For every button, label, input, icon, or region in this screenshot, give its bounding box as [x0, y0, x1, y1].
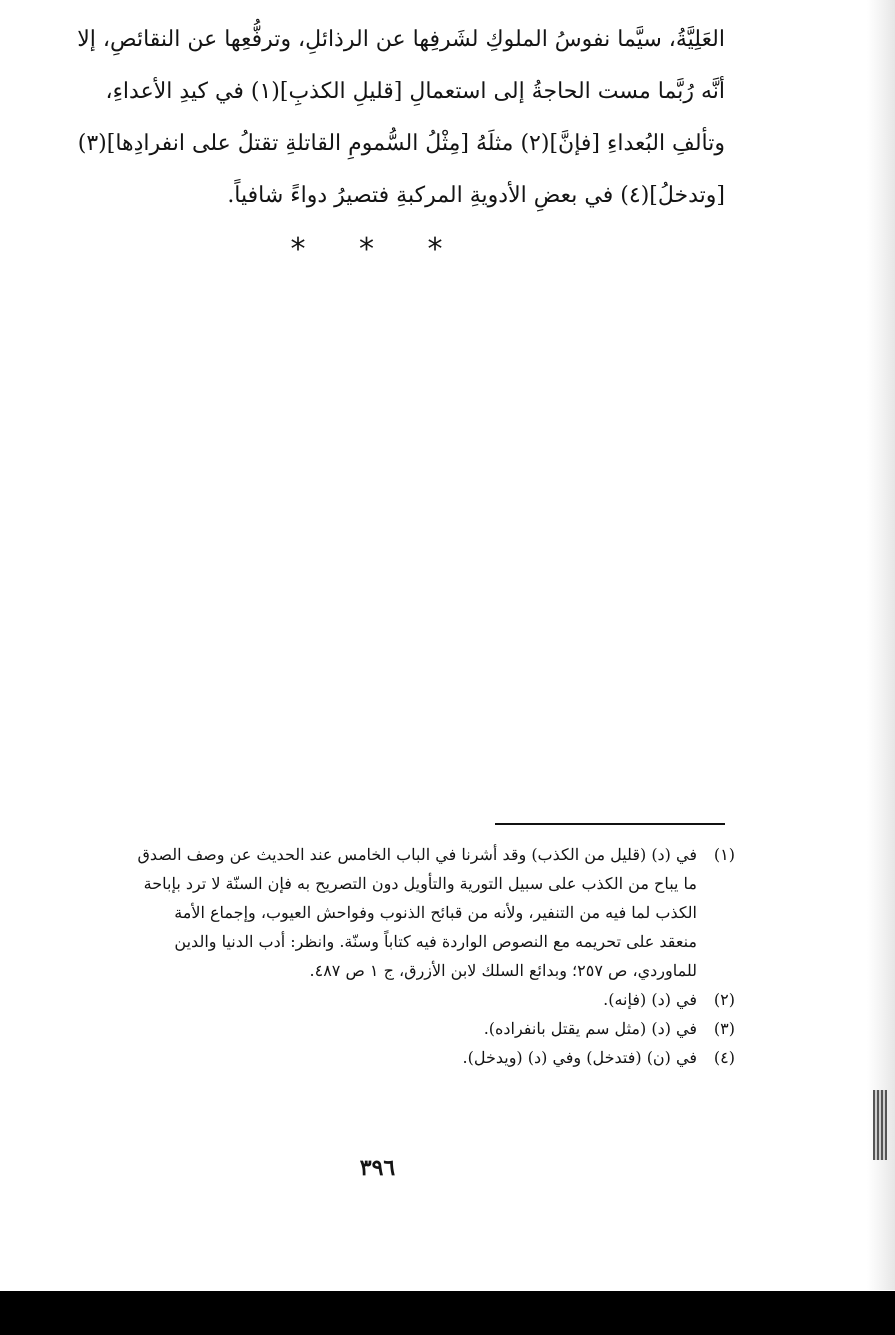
footnote-line: منعقد على تحريمه مع النصوص الواردة فيه كتاباً وسنّة. وانظر: أدب الدنيا والدين — [174, 932, 697, 951]
footnotes-list — [25, 840, 735, 1072]
footnote-number: (٢) — [713, 990, 735, 1009]
footnote-2 — [25, 985, 735, 1014]
footnote-line — [25, 1014, 735, 1043]
footnote-text: في (د) (مثل سم يقتل بانفراده). — [483, 1019, 697, 1038]
main-text-line: وتألفِ البُعداءِ [فإنَّ](٢) مثلَهُ [مِثْلُ السُّمومِ القاتلةِ تقتلُ على انفرادِها](٣) — [77, 131, 725, 156]
scan-bottom-border — [0, 1291, 895, 1335]
footnote-line — [25, 840, 735, 869]
footnote-text: في (د) (فإنه). — [603, 990, 697, 1009]
footnote-line: ما يباح من الكذب على سبيل التورية والتأويل دون التصريح به فإن السنّة لا ترد بإباحة — [143, 874, 697, 893]
footnote-line: الكذب لما فيه من التنفير، ولأنه من قبائح الذنوب وفواحش العيوب، وإجماع الأمة — [174, 903, 697, 922]
footnote-text: في (ن) (فتدخل) وفي (د) (ويدخل). — [462, 1048, 697, 1067]
main-text-line: العَلِيَّةُ، سيَّما نفوسُ الملوكِ لشَرفِها عن الرذائلِ، وترفُّعِها عن النقائصِ، إلا — [77, 27, 725, 52]
main-text-line: [وتدخلُ](٤) في بعضِ الأدويةِ المركبةِ فتصيرُ دواءً شافياً. — [227, 183, 725, 208]
footnote-line: للماوردي، ص ٢٥٧؛ وبدائع السلك لابن الأزرق، ج ١ ص ٤٨٧. — [309, 961, 697, 980]
footnote-number: (٤) — [713, 1048, 735, 1067]
section-separator: * * * — [290, 232, 465, 267]
footnote-number: (٣) — [713, 1019, 735, 1038]
footnote-text: في (د) (قليل من الكذب) وقد أشرنا في الباب الخامس عند الحديث عن وصف الصدق — [137, 845, 697, 864]
footnote-number: (١) — [713, 845, 735, 864]
footnote-3 — [25, 1014, 735, 1043]
footnote-line — [25, 1043, 735, 1072]
main-text-line: أنَّه رُبَّما مست الحاجةُ إلى استعمالِ [قليلِ الكذبِ](١) في كيدِ الأعداءِ، — [105, 79, 725, 104]
page-number: ٣٩٦ — [359, 1155, 396, 1181]
footnote-line — [25, 985, 735, 1014]
footnote-1 — [25, 840, 735, 985]
main-text-block — [77, 14, 725, 222]
footnote-rule — [495, 823, 725, 825]
footnote-4 — [25, 1043, 735, 1072]
scan-binding-mark — [873, 1090, 887, 1160]
